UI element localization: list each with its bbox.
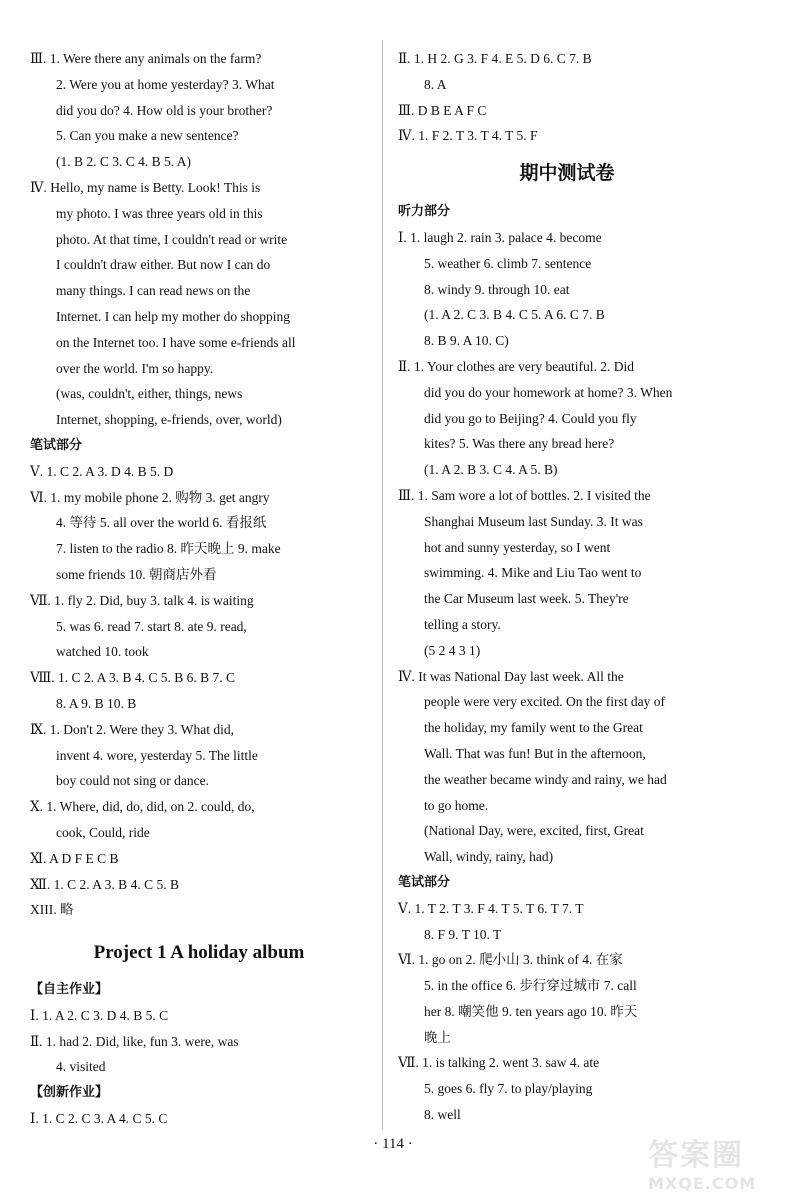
answer-line: Ⅰ. 1. laugh 2. rain 3. palace 4. become <box>398 229 602 245</box>
answer-line: 5. weather 6. climb 7. sentence <box>424 255 592 271</box>
left-column <box>30 46 368 1132</box>
answer-line: invent 4. wore, yesterday 5. The little <box>56 747 258 763</box>
answer-line: 8. A 9. B 10. B <box>56 695 137 711</box>
column-divider <box>382 40 383 1130</box>
answer-line: cook, Could, ride <box>56 824 150 840</box>
answer-line: Ⅹ. 1. Where, did, do, did, on 2. could, do, <box>30 799 255 815</box>
answer-line: 5. Can you make a new sentence? <box>56 128 239 144</box>
answer-line: kites? 5. Was there any bread here? <box>424 436 615 452</box>
answer-line: 7. listen to the radio 8. 昨天晚上 9. make <box>56 541 281 557</box>
answer-line: Internet. I can help my mother do shopping <box>56 308 290 324</box>
answer-line: Ⅵ. 1. my mobile phone 2. 购物 3. get angry <box>30 489 270 505</box>
answer-line: Ⅳ. It was National Day last week. All the <box>398 668 624 684</box>
answer-line: on the Internet too. I have some e-friends all <box>56 334 296 350</box>
answer-line: 5. goes 6. fly 7. to play/playing <box>424 1081 593 1097</box>
answer-line: Ⅶ. 1. fly 2. Did, buy 3. talk 4. is waiting <box>30 592 254 608</box>
answer-line: Wall. That was fun! But in the afternoon, <box>424 745 646 761</box>
answer-line: (National Day, were, excited, first, Great <box>424 823 644 839</box>
answer-line: 5. in the office 6. 步行穿过城市 7. call <box>424 978 637 994</box>
answer-line: 8. A <box>424 76 447 92</box>
answer-line: the Car Museum last week. 5. They're <box>424 591 629 607</box>
section-title: Project 1 A holiday album <box>93 942 305 964</box>
answer-line: Ⅲ. 1. Were there any animals on the farm? <box>30 51 262 66</box>
watermark-text-top: 答案圈 <box>648 1138 744 1173</box>
answer-line: Ⅲ. 1. Sam wore a lot of bottles. 2. I visited the <box>398 487 651 503</box>
answer-line: Ⅲ. D B E A F C <box>398 102 487 118</box>
answer-line: boy could not sing or dance. <box>56 773 209 789</box>
answer-line: (1. A 2. B 3. C 4. A 5. B) <box>424 462 558 478</box>
answer-line: 4. 等待 5. all over the world 6. 看报纸 <box>56 515 267 531</box>
answer-line: Ⅴ. 1. T 2. T 3. F 4. T 5. T 6. T 7. T <box>398 900 584 916</box>
answer-line: 8. well <box>424 1107 461 1123</box>
answer-line: people were very excited. On the first day of <box>424 694 666 710</box>
answer-line: (1. B 2. C 3. C 4. B 5. A) <box>56 154 192 170</box>
answer-line: (5 2 4 3 1) <box>424 642 481 658</box>
answer-line: Ⅴ. 1. C 2. A 3. D 4. B 5. D <box>30 463 174 479</box>
answer-line: Ⅵ. 1. go on 2. 爬小山 3. think of 4. 在家 <box>398 952 623 968</box>
section-title: 期中测试卷 <box>519 163 615 185</box>
answer-line: Ⅳ. 1. F 2. T 3. T 4. T 5. F <box>398 128 538 144</box>
answer-line: did you go to Beijing? 4. Could you fly <box>424 410 637 426</box>
answer-line: Ⅰ. 1. C 2. C 3. A 4. C 5. C <box>30 1111 168 1127</box>
answer-line: many things. I can read news on the <box>56 283 251 299</box>
right-column <box>398 46 736 1128</box>
answer-line: 5. was 6. read 7. start 8. ate 9. read, <box>56 618 247 634</box>
answer-line: (was, couldn't, either, things, news <box>56 386 243 402</box>
watermark-logo <box>648 1130 778 1194</box>
answer-line: I couldn't draw either. But now I can do <box>56 257 271 273</box>
answer-line: did you do your homework at home? 3. When <box>424 384 673 400</box>
answer-line: Ⅺ. A D F E C B <box>30 850 119 866</box>
answer-line: 晚上 <box>424 1029 451 1045</box>
answer-line: 8. F 9. T 10. T <box>424 926 502 942</box>
answer-line: did you do? 4. How old is your brother? <box>56 102 273 118</box>
answer-line: 4. visited <box>56 1059 106 1075</box>
answer-line: XIII. 略 <box>30 902 74 918</box>
section-heading: 听力部分 <box>398 204 451 220</box>
answer-line: Ⅱ. 1. had 2. Did, like, fun 3. were, was <box>30 1033 239 1049</box>
answer-line: the weather became windy and rainy, we had <box>424 771 667 787</box>
answer-line: Ⅳ. Hello, my name is Betty. Look! This is <box>30 179 261 195</box>
answer-line: 8. B 9. A 10. C) <box>424 333 509 349</box>
answer-line: Ⅱ. 1. Your clothes are very beautiful. 2. Did <box>398 358 635 374</box>
section-heading: 笔试部分 <box>398 874 451 890</box>
answer-line: hot and sunny yesterday, so I went <box>424 539 611 555</box>
answer-line: Ⅻ. 1. C 2. A 3. B 4. C 5. B <box>30 876 179 892</box>
section-heading: 【自主作业】 <box>30 982 109 998</box>
watermark-text-bottom: MXQE.COM <box>648 1174 757 1193</box>
answer-line: photo. At that time, I couldn't read or write <box>56 231 288 247</box>
answer-line: (1. A 2. C 3. B 4. C 5. A 6. C 7. B <box>424 307 605 323</box>
answer-line: Shanghai Museum last Sunday. 3. It was <box>424 513 643 529</box>
answer-line: the holiday, my family went to the Great <box>424 720 643 736</box>
answer-line: Ⅰ. 1. A 2. C 3. D 4. B 5. C <box>30 1007 169 1023</box>
answer-line: my photo. I was three years old in this <box>56 205 263 221</box>
answer-line: her 8. 嘲笑他 9. ten years ago 10. 昨天 <box>424 1003 638 1019</box>
page-number: · 114 · <box>373 1136 413 1152</box>
answer-line: telling a story. <box>424 616 501 632</box>
answer-line: to go home. <box>424 797 489 813</box>
answer-line: over the world. I'm so happy. <box>56 360 214 376</box>
answer-line: Ⅷ. 1. C 2. A 3. B 4. C 5. B 6. B 7. C <box>30 670 236 686</box>
answer-line: 8. windy 9. through 10. eat <box>424 281 570 297</box>
section-heading: 【创新作业】 <box>30 1085 109 1101</box>
answer-line: Ⅸ. 1. Don't 2. Were they 3. What did, <box>30 721 234 737</box>
answer-line: watched 10. took <box>56 644 149 660</box>
answer-line: Ⅱ. 1. H 2. G 3. F 4. E 5. D 6. C 7. B <box>398 51 592 66</box>
answer-line: some friends 10. 朝商店外看 <box>56 566 217 582</box>
answer-line: Wall, windy, rainy, had) <box>424 849 554 865</box>
section-heading: 笔试部分 <box>30 437 83 453</box>
answer-line: Ⅶ. 1. is talking 2. went 3. saw 4. ate <box>398 1055 600 1071</box>
answer-line: Internet, shopping, e-friends, over, world) <box>56 412 282 428</box>
answer-line: 2. Were you at home yesterday? 3. What <box>56 76 275 92</box>
answer-line: swimming. 4. Mike and Liu Tao went to <box>424 565 642 581</box>
